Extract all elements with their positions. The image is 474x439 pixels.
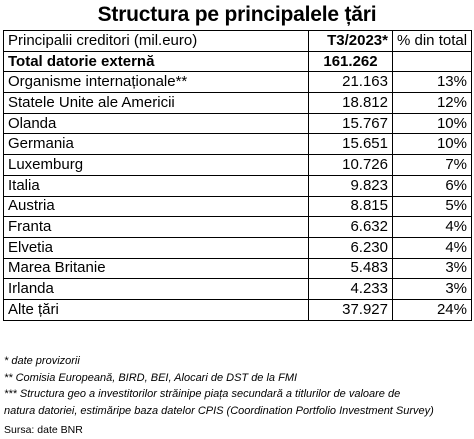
row-name: Alte țări	[4, 299, 309, 320]
row-percent: 4%	[393, 217, 472, 238]
page-title: Structura pe principalele țări	[97, 3, 377, 26]
table-row	[4, 299, 472, 320]
footnotes	[4, 353, 472, 419]
row-name: Luxemburg	[4, 155, 309, 176]
row-value: 4.233	[309, 279, 393, 300]
row-percent: 13%	[393, 72, 472, 93]
source-note: Sursa: date BNR	[4, 424, 83, 436]
table-row	[4, 237, 472, 258]
header-value: T3/2023*	[309, 31, 393, 52]
row-value: 18.812	[309, 93, 393, 114]
row-percent: 6%	[393, 175, 472, 196]
row-name: Statele Unite ale Americii	[4, 93, 309, 114]
table-row	[4, 279, 472, 300]
total-name: Total datorie externă	[4, 51, 309, 72]
table-row	[4, 113, 472, 134]
table-row	[4, 175, 472, 196]
row-name: Italia	[4, 175, 309, 196]
row-name: Elvetia	[4, 237, 309, 258]
row-percent: 10%	[393, 134, 472, 155]
row-value: 21.163	[309, 72, 393, 93]
row-percent: 4%	[393, 237, 472, 258]
row-name: Organisme internaționale**	[4, 72, 309, 93]
row-name: Franta	[4, 217, 309, 238]
row-percent: 24%	[393, 299, 472, 320]
row-value: 37.927	[309, 299, 393, 320]
footnote-3: *** Structura geo a investitorilor străinipe piața secundară a titlurilor de valoare de	[4, 388, 401, 400]
row-value: 15.651	[309, 134, 393, 155]
row-value: 6.230	[309, 237, 393, 258]
row-percent: 7%	[393, 155, 472, 176]
creditors-table	[3, 30, 472, 321]
row-percent: 3%	[393, 258, 472, 279]
footnote-3-continued: natura datoriei, estimăripe baza datelor CPIS (Coordination Portfolio Investment Survey)	[4, 404, 434, 417]
row-name: Germania	[4, 134, 309, 155]
table-row	[4, 72, 472, 93]
row-name: Austria	[4, 196, 309, 217]
row-name: Irlanda	[4, 279, 309, 300]
table-row	[4, 155, 472, 176]
row-percent: 10%	[393, 113, 472, 134]
total-value: 161.262	[309, 51, 393, 72]
header-percent: % din total	[393, 31, 472, 52]
table-header-row	[4, 31, 472, 52]
row-name: Olanda	[4, 113, 309, 134]
table-row	[4, 217, 472, 238]
table-total-row	[4, 51, 472, 72]
row-value: 6.632	[309, 217, 393, 238]
row-value: 15.767	[309, 113, 393, 134]
row-value: 8.815	[309, 196, 393, 217]
row-percent: 5%	[393, 196, 472, 217]
row-percent: 12%	[393, 93, 472, 114]
row-name: Marea Britanie	[4, 258, 309, 279]
table-row	[4, 93, 472, 114]
row-percent: 3%	[393, 279, 472, 300]
footnote-2: ** Comisia Europeană, BIRD, BEI, Alocari de DST de la FMI	[4, 371, 298, 384]
header-name: Principalii creditori (mil.euro)	[4, 31, 309, 52]
row-value: 10.726	[309, 155, 393, 176]
table-row	[4, 196, 472, 217]
row-value: 5.483	[309, 258, 393, 279]
table-row	[4, 134, 472, 155]
footnote-1: * date provizorii	[4, 355, 80, 367]
row-value: 9.823	[309, 175, 393, 196]
total-percent	[393, 51, 472, 72]
table-row	[4, 258, 472, 279]
